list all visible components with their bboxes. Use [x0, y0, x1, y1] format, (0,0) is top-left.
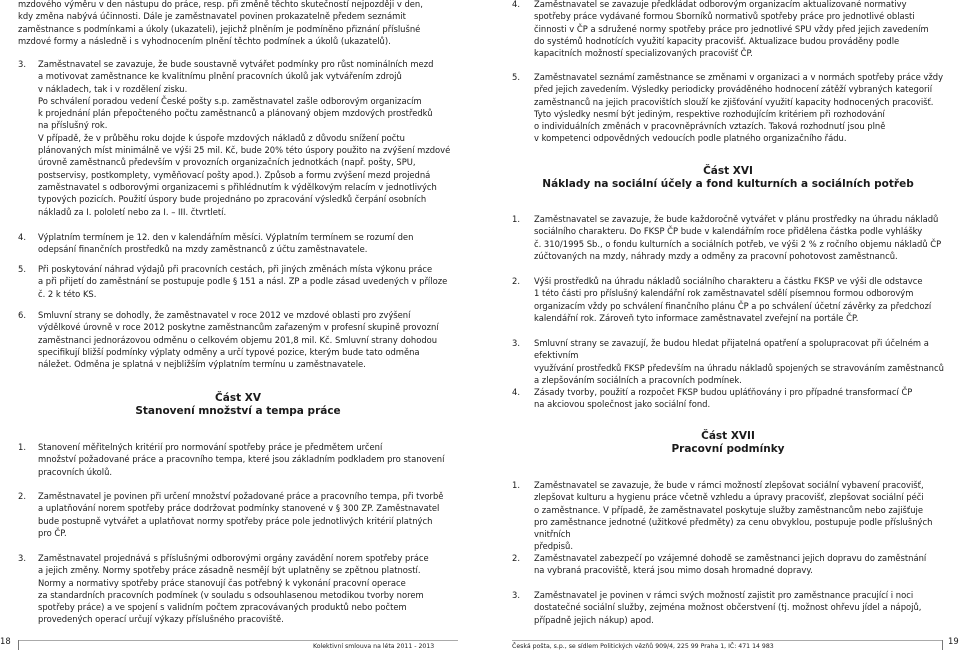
item-number: 2. [18, 491, 26, 501]
item-text: Zaměstnavatel se zavazuje předkládat odborovým organizacím aktualizované normativy spotřeby práce vydávané formou Sborníků normativů spotřeby práce pro jednotlivé oblasti činnosti v ČP a sdružené normy spotřeby práce pro jednotlivé SPU vždy před jejich zavedením do systémů hodnotících využití kapacity pracovišť. Aktualizace budou prováděny podle kapacitních možností specializovaných pracovišť ČP. [534, 0, 929, 59]
section-subtitle: Stanovení množství a tempa práce [135, 405, 341, 417]
item-number: 4. [512, 387, 520, 397]
page-number-left: 18 [0, 636, 11, 646]
page-marker-line [942, 640, 943, 650]
item-number: 3. [512, 338, 520, 348]
item-text: Zaměstnavatel projednává s příslušnými odborovými orgány zavádění norem spotřeby práce a jejich změny. Normy spotřeby práce zásadně nesmějí být uplatněny se zpětnou platností. Normy a normativy spotřeby práce stanovují čas potřebný k vykonání pracovní operace za standardních pracovních podmínek (v souladu s odsouhlasenou metodikou tvorby norem spotřeby práce) a ve spojení s validním počtem zpracovávaných produktů nebo počtem provedených operací určují výkazy příslušného pracoviště. [38, 553, 429, 625]
item-number: 4. [18, 232, 26, 242]
item-text: Výši prostředků na úhradu nákladů sociálního charakteru a částku FKSP ve výši dle odstavce 1 této části pro příslušný kalendářní rok zaměstnavatel sdělí písemnou formou odborovým organizacím vždy po schválení finančního plánu ČP a po schválení účetní závěrky za předchozí kalendářní rok. Zároveň tyto informace zaměstnavatel zveřejní na portále ČP. [534, 276, 932, 323]
item-text: Zaměstnavatel je povinen v rámci svých možností zajistit pro zaměstnance pracující i noci dostatečné sociální služby, zejména možnost občerstvení (tj. možnost ohřevu jídel a nápojů, případně jejich nákup) apod. [534, 590, 922, 625]
item-number: 3. [18, 553, 26, 563]
section-xvi-heading [512, 165, 944, 191]
item-number: 1. [18, 442, 26, 452]
footer-divider [512, 640, 942, 641]
section-subtitle: Náklady na sociální účely a fond kulturních a sociálních potřeb [542, 178, 914, 190]
item-text: Při poskytování náhrad výdajů při pracovních cestách, při jiných změnách místa výkonu práce a při přijetí do zaměstnání se postupuje podle § 151 a násl. ZP a podle zásad uvedených v příloze č. 2 k této KS. [38, 264, 448, 299]
footer-right-text: Česká pošta, s.p., se sídlem Politických vězňů 909/4, 225 99 Praha 1, IČ: 471 14 983 [512, 643, 774, 650]
footer-left-text: Kolektivní smlouva na léta 2011 - 2013 [313, 643, 435, 650]
section-title: Část XVII [701, 430, 755, 442]
item-number: 5. [18, 264, 26, 274]
item-text: Zaměstnavatel se zavazuje, že bude soustavně vytvářet podmínky pro růst nominálních mezd a motivovat zaměstnance ke kvalitnímu plnění pracovních úkolů jak vytvářením zdrojů v nákladech, tak i v rozdělení zisku. Po schválení poradou vedení České pošty s.p. zaměstnavatel zašle odborovým organizacím k projednání plán přepočteného počtu zaměstnanců a plánovaný objem mzdových prostředků na příslušný rok. V případě, že v průběhu roku dojde k úspoře mzdových nákladů z důvodu snížení počtu plánovaných míst minimálně ve výši 25 mil. Kč, bude 20% této úspory použito na zvýšení mzdové úrovně zaměstnanců především v provozních organizačních jednotkách (např. pošty, SPU, postservisy, postkomplety, vyměňovací pošty apod.). Způsob a formu zvýšení mezd projedná zaměstnavatel s odborovými organizacemi s přihlédnutím k výdělkovým relacím v jednotlivých typových pozicích. Použití úspory bude projednáno po zpracování výsledků čerpání osobních nákladů za I. pololetí nebo za I. – III. čtvrtletí. [38, 59, 451, 217]
item-text: Zaměstnavatel seznámí zaměstnance se změnami v organizaci a v normách spotřeby práce vždy před jejich zavedením. Výsledky periodicky prováděného hodnocení zátěží vybraných kategorií zaměstnanců na jejich pracovištích slouží ke zjišťování využití kapacity hodnocených pracovišť. Tyto výsledky nesmí být jediným, respektive rozhodujícím kritériem při rozhodování o individuálních změnách v pracovněprávních vztazích. Taková rozhodnutí jsou plně v kompetenci odpovědných vedoucích podle platného organizačního řádu. [534, 72, 944, 144]
footer-divider [18, 640, 458, 641]
section-title: Část XVI [703, 165, 753, 177]
item-text: Zásady tvorby, použití a rozpočet FKSP budou upláťňovány i pro případné transformací ČP na akciovou společnost jako sociální fond. [534, 387, 913, 410]
item-text: Zaměstnavatel zabezpečí po vzájemné dohodě se zaměstnanci jejich dopravu do zaměstnání na vybraná pracoviště, která jsou mimo dosah hromadné dopravy. [534, 553, 927, 576]
item-number: 5. [512, 72, 520, 82]
section-xvii-heading [512, 430, 944, 456]
item-text: Stanovení měřitelných kritérií pro normování spotřeby práce je předmětem určení množství požadované práce a pracovního tempa, které jsou základním podkladem pro stanovení pracovních úkolů. [38, 442, 445, 477]
item-number: 2. [512, 276, 520, 286]
item-number: 4. [512, 0, 520, 9]
item-text: Smluvní strany se dohodly, že zaměstnavatel v roce 2012 ve mzdové oblasti pro zvýšení výdělkové úrovně v roce 2012 poskytne zaměstnancům zařazeným v profesní skupině provozní zaměstnanci jednorázovou odměnu o celkovém objemu 201,8 mil. Kč. Smluvní strany dohodou specifikují bližší podmínky výplaty odměny a určí typové pozice, kterým bude tato odměna náležet. Odměna je splatná v nejbližším výplatním termínu u zaměstnavatele. [38, 310, 439, 370]
page-marker-line [18, 640, 19, 650]
item-text: Výplatním termínem je 12. den v kalendářním měsíci. Výplatním termínem se rozumí den odepsání finančních prostředků na mzdy zaměstnanců z účtu zaměstnavatele. [38, 232, 414, 255]
item-number: 1. [512, 480, 520, 490]
item-number: 6. [18, 310, 26, 320]
section-xv-heading [18, 392, 458, 418]
item-number: 3. [512, 590, 520, 600]
item-number: 3. [18, 59, 26, 69]
section-subtitle: Pracovní podmínky [671, 443, 785, 455]
item-text: Zaměstnavatel je povinen při určení množství požadované práce a pracovního tempa, při tvorbě a uplatňování norem spotřeby práce dodržovat podmínky stanovené v § 300 ZP. Zaměstnavatel bude postupně vytvářet a uplatňovat normy spotřeby práce pole jednotlivých kritérií platných pro ČP. [38, 491, 444, 538]
intro-paragraph: mzdového výměru v den nástupu do práce, resp. při změně těchto skutečností nejpozději v den, kdy změna nabývá účinnosti. Dále je zaměstnavatel povinen prokazatelně předem seznámit zaměstnance s podmínkami a úkoly (ukazateli), jejichž plněním je podmíněno přiznání příslušné mzdové formy a následně i s vyhodnocením plnění těchto podmínek a úkolů (ukazatelů). [18, 0, 423, 46]
item-text: Zaměstnavatel se zavazuje, že bude v rámci možností zlepšovat sociální vybavení pracovišť, zlepšovat kulturu a hygienu práce včetně vzhledu a úpravy pracovišť, zlepšovat sociální péči o zaměstnance. V případě, že zaměstnavatel poskytuje služby zaměstnancům nebo zajišťuje pro zaměstnance jednotné (užitkové předměty) za cenu obvyklou, postupuje podle příslušných vnitřních předpisů. [534, 480, 933, 552]
page-number-right: 19 [948, 636, 959, 646]
item-number: 1. [512, 214, 520, 224]
item-text: Zaměstnavatel se zavazuje, že bude každoročně vytvářet v plánu prostředky na úhradu nákladů sociálního charakteru. Do FKSP ČP bude v kalendářním roce přidělena částka podle vyhlášky č. 310/1995 Sb., o fondu kulturních a sociálních potřeb, ve výši 2 % z ročního objemu nákladů ČP zúčtovaných na mzdy, náhrady mzdy a odměny za pracovní pohotovost zaměstnanců. [534, 214, 942, 261]
item-text: Smluvní strany se zavazují, že budou hledat přijatelná opatření a spolupracovat při účelném a efektivním využívání prostředků FKSP především na úhradu nákladů spojených se stravováním zaměstnanců a zlepšováním sociálních a pracovních podmínek. [534, 338, 944, 385]
item-number: 2. [512, 553, 520, 563]
section-title: Část XV [215, 392, 261, 404]
